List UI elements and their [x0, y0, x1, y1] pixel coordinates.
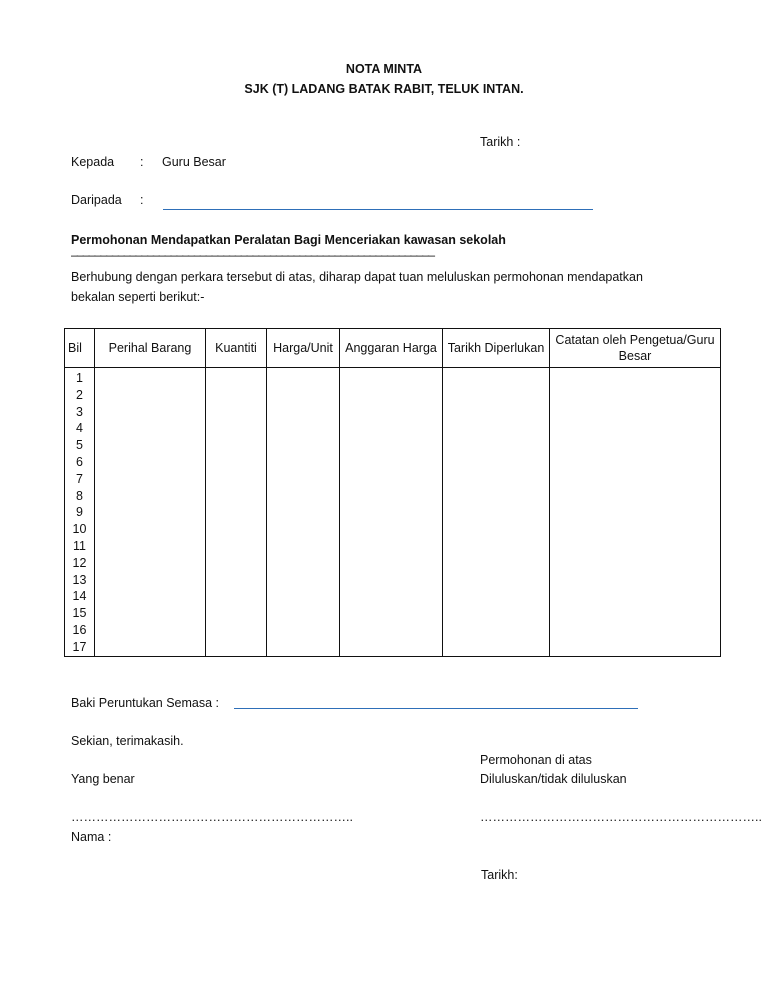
bil-number: 9: [76, 505, 83, 520]
signature-dots-right[interactable]: …………………………………………………………..: [480, 810, 762, 824]
bil-number: 14: [72, 589, 87, 604]
body-text-line-1: Berhubung dengan perkara tersebut di atas, diharap dapat tuan meluluskan permohonan mendapatkan: [71, 270, 643, 284]
bil-number: 11: [73, 538, 86, 553]
tarikh-diperlukan-cell[interactable]: [443, 368, 550, 657]
daripada-input-line[interactable]: [163, 209, 593, 210]
bil-number: 1: [76, 371, 83, 385]
tarikh-top-label: Tarikh :: [480, 135, 521, 149]
bil-number: 15: [72, 606, 87, 621]
header-kuantiti: Kuantiti: [206, 329, 267, 368]
header-anggaran-harga: Anggaran Harga: [340, 329, 443, 368]
anggaran-harga-cell[interactable]: [340, 368, 443, 657]
bil-number: 16: [72, 622, 87, 637]
header-tarikh-diperlukan: Tarikh Diperlukan: [443, 329, 550, 368]
header-harga-unit: Harga/Unit: [267, 329, 340, 368]
signature-dots-left[interactable]: …………………………………………………………..: [71, 810, 353, 824]
bil-number: 6: [76, 454, 83, 469]
bil-number: 4: [76, 421, 83, 436]
kuantiti-cell[interactable]: [206, 368, 267, 657]
subject-line: Permohonan Mendapatkan Peralatan Bagi Menceriakan kawasan sekolah: [71, 233, 506, 247]
bil-number: 7: [76, 471, 83, 486]
document-title: NOTA MINTA: [345, 62, 423, 76]
tarikh-bottom-label: Tarikh:: [481, 868, 518, 882]
header-bil: Bil: [65, 329, 95, 368]
harga-unit-cell[interactable]: [267, 368, 340, 657]
body-text-line-2: bekalan seperti berikut:-: [71, 290, 205, 304]
kepada-value: Guru Besar: [162, 155, 226, 169]
bil-cell: [65, 368, 95, 657]
bil-number: 2: [76, 387, 83, 402]
nama-label: Nama :: [71, 830, 112, 844]
school-name: SJK (T) LADANG BATAK RABIT, TELUK INTAN.: [244, 82, 524, 96]
bil-number: 8: [76, 488, 83, 503]
daripada-label: Daripada: [71, 193, 122, 207]
bil-number: 3: [76, 404, 83, 419]
kepada-label: Kepada: [71, 155, 115, 169]
catatan-cell[interactable]: [550, 368, 721, 657]
approval-line-2: Diluluskan/tidak diluluskan: [480, 772, 627, 786]
table-header-row: [65, 329, 721, 368]
header-catatan: Catatan oleh Pengetua/Guru Besar: [550, 329, 721, 368]
bil-number-list: [65, 368, 94, 656]
items-table: [64, 328, 721, 657]
approval-line-1: Permohonan di atas: [480, 753, 592, 767]
bil-number: 10: [72, 522, 87, 537]
kepada-colon: :: [140, 155, 144, 169]
bil-number: 13: [72, 572, 87, 587]
baki-peruntukan-label: Baki Peruntukan Semasa :: [71, 696, 219, 710]
bil-number: 5: [76, 438, 83, 453]
bil-number: 17: [72, 639, 87, 654]
baki-peruntukan-input-line[interactable]: [234, 708, 638, 709]
daripada-colon: :: [140, 193, 144, 207]
yang-benar-text: Yang benar: [71, 772, 135, 786]
subject-underline: ______________________________________________________________: [71, 243, 434, 257]
header-perihal-barang: Perihal Barang: [95, 329, 206, 368]
closing-text: Sekian, terimakasih.: [71, 734, 184, 748]
bil-number: 12: [72, 555, 87, 570]
perihal-barang-cell[interactable]: [95, 368, 206, 657]
table-row: [65, 368, 721, 657]
